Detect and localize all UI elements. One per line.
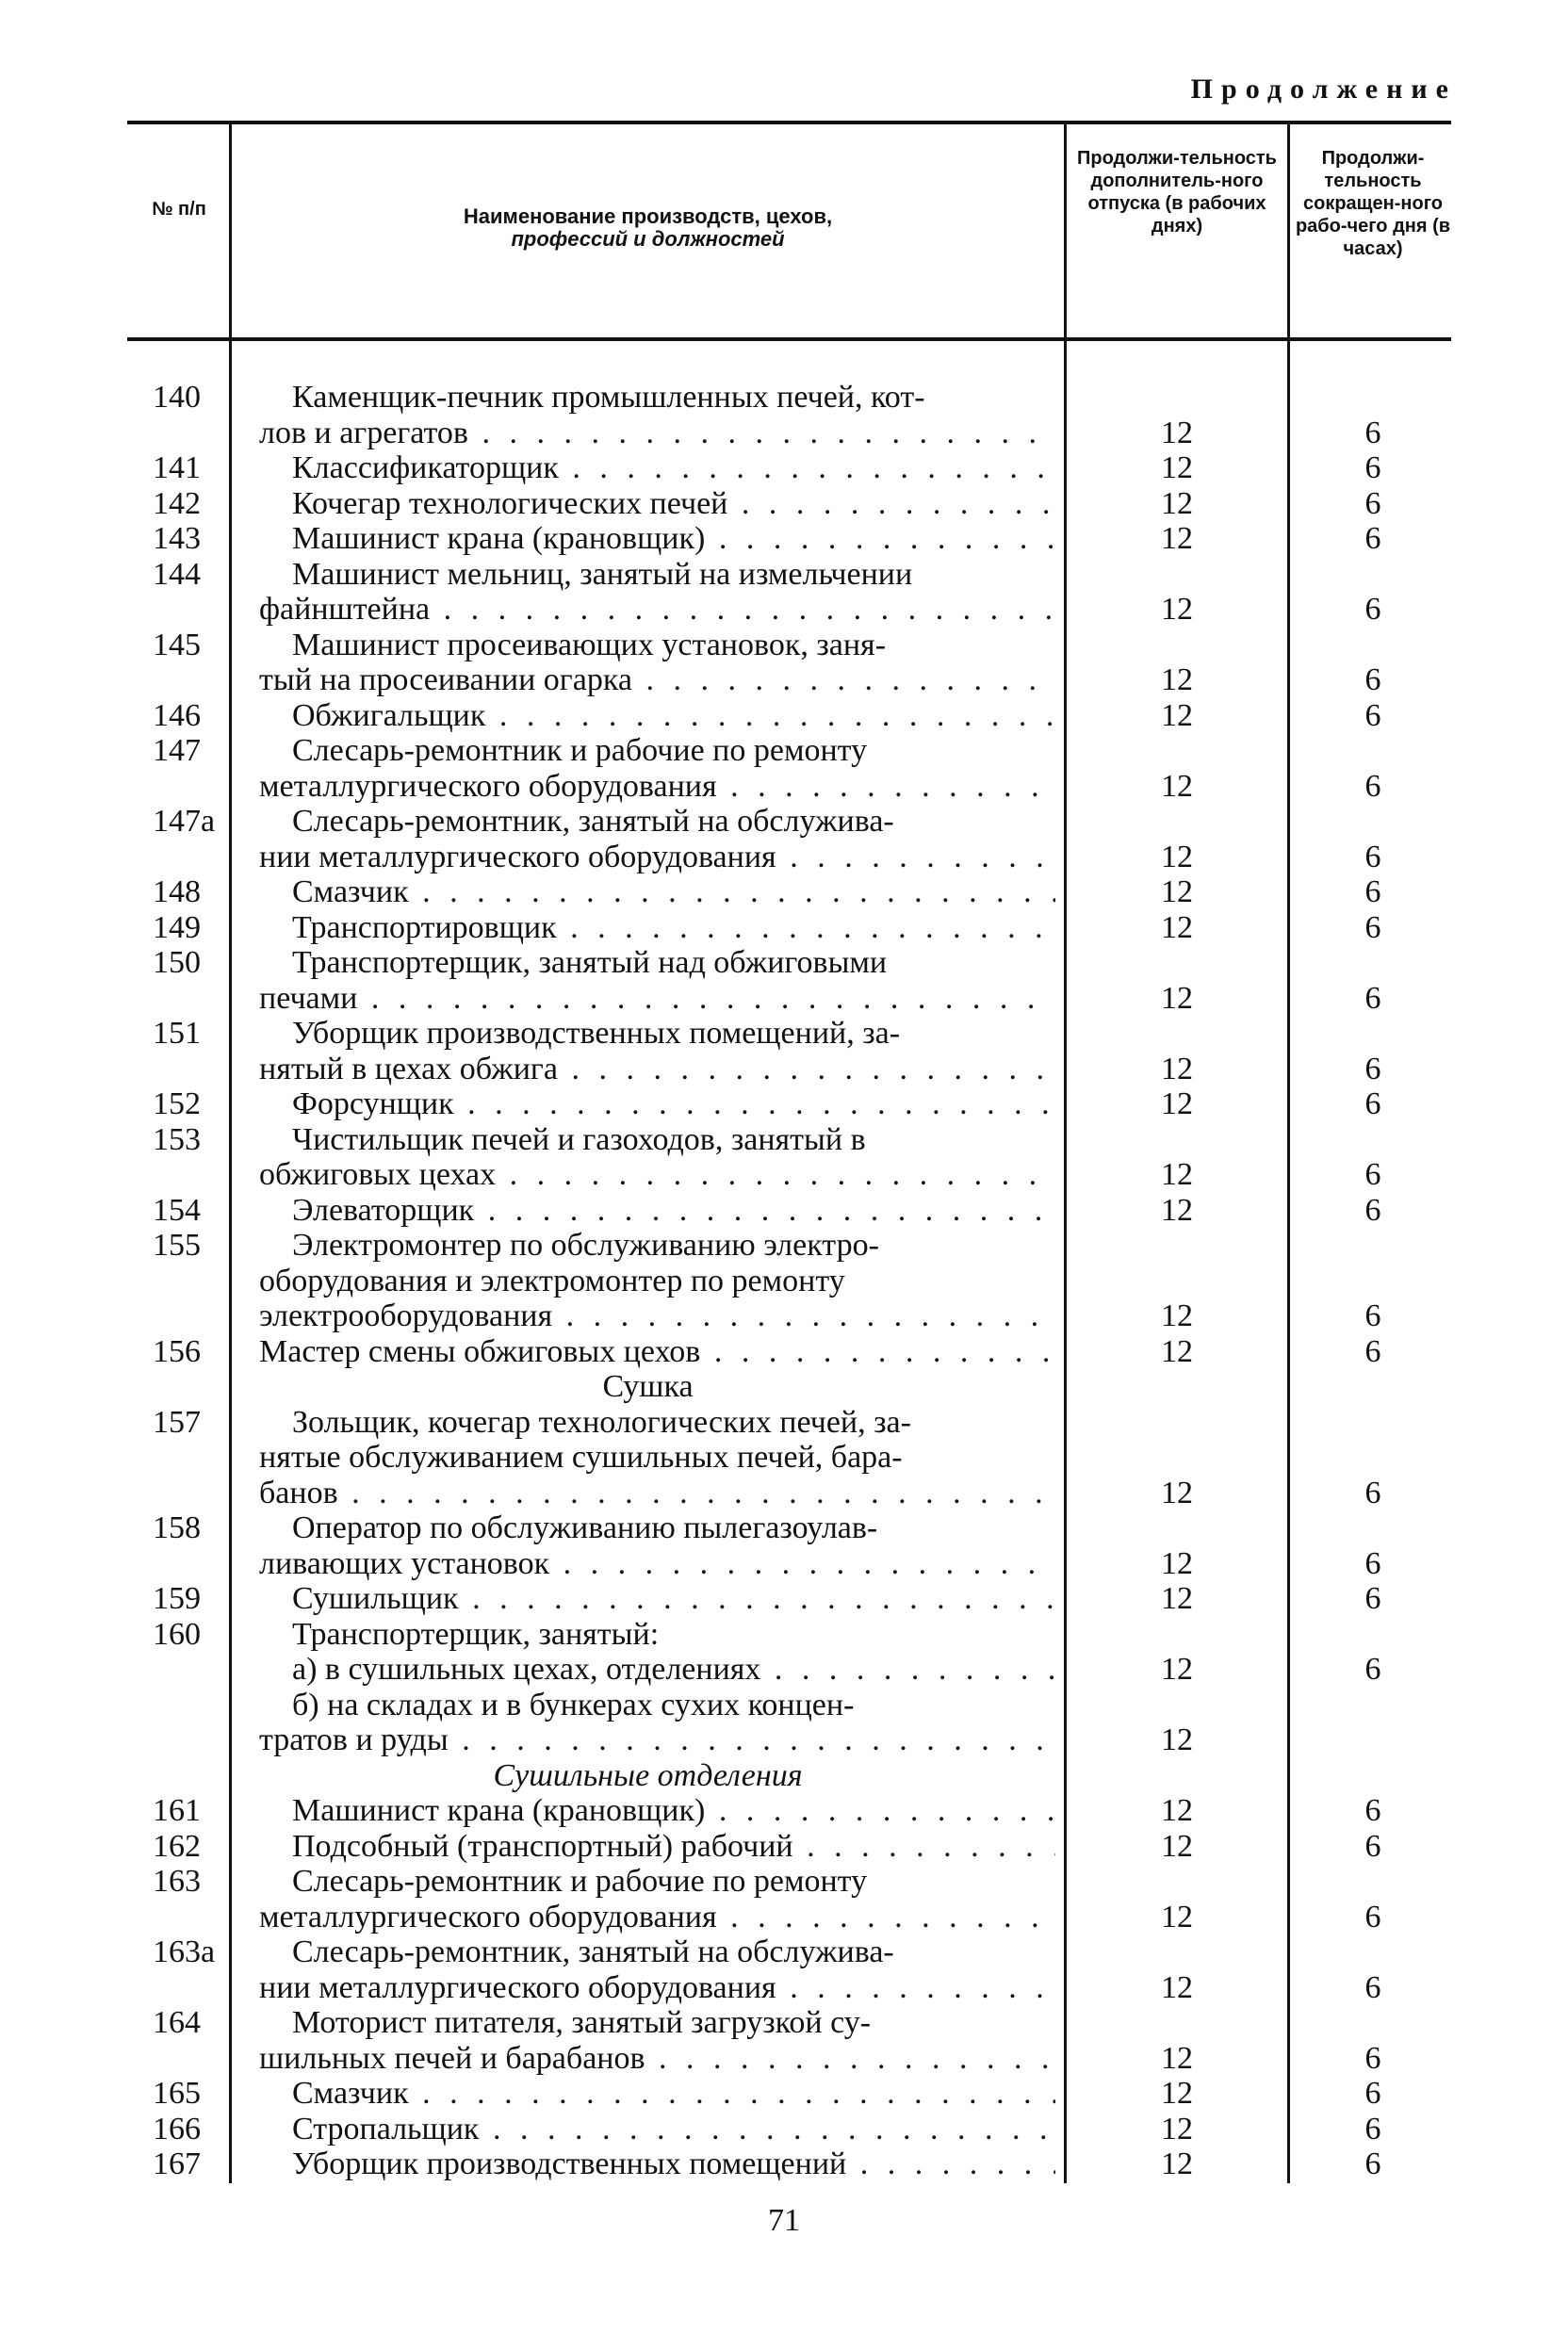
occupation-text: Моторист питателя, занятый загрузкой су- xyxy=(292,2005,872,2040)
table-line xyxy=(0,981,1568,1016)
table-line xyxy=(0,1510,1568,1545)
row-number: 166 xyxy=(153,2111,201,2146)
shortened-day-hours: 6 xyxy=(1364,1192,1381,1228)
shortened-day-hours: 6 xyxy=(1364,450,1381,485)
occupation-text: лов и агрегатов . . . xyxy=(259,416,1055,450)
occupation-text: банов . . . xyxy=(259,1476,1055,1510)
occupation-text: Слесарь-ремонтник, занятый на обслужива- xyxy=(292,1934,894,1969)
table-line xyxy=(0,1652,1568,1687)
row-number: 153 xyxy=(153,1121,201,1157)
row-number: 147 xyxy=(153,733,201,768)
extra-leave-days: 12 xyxy=(1161,592,1193,627)
extra-leave-days: 12 xyxy=(1161,1086,1193,1121)
table-line xyxy=(0,2146,1568,2181)
table-line xyxy=(0,733,1568,768)
row-number: 148 xyxy=(153,874,201,909)
table-line xyxy=(0,416,1568,450)
occupation-text: Машинист мельниц, занятый на измельчении xyxy=(292,556,913,592)
table-line xyxy=(0,910,1568,945)
occupation-text: Сушильщик . . . xyxy=(292,1581,1055,1616)
table-line xyxy=(0,1157,1568,1192)
table-line xyxy=(0,1934,1568,1969)
table-line xyxy=(0,840,1568,874)
shortened-day-hours: 6 xyxy=(1364,1828,1381,1864)
shortened-day-hours: 6 xyxy=(1364,521,1381,556)
table-line xyxy=(0,1722,1568,1757)
table-line xyxy=(0,804,1568,839)
occupation-text: Электромонтер по обслуживанию электро- xyxy=(292,1228,879,1263)
extra-leave-days: 12 xyxy=(1161,2076,1193,2111)
occupation-text: Зольщик, кочегар технологических печей, за- xyxy=(292,1404,911,1440)
table-line xyxy=(0,521,1568,556)
occupation-text: а) в сушильных цехах, отделениях . . . xyxy=(292,1652,1055,1687)
shortened-day-hours: 6 xyxy=(1364,1793,1381,1828)
page-number: 71 xyxy=(768,2203,800,2238)
shortened-day-hours: 6 xyxy=(1364,1298,1381,1333)
row-number: 141 xyxy=(153,450,201,485)
header-shortened-day: Продолжи-тельность сокращен-ного рабо-чего дня (в часах) xyxy=(1295,148,1451,259)
occupation-text: шильных печей и барабанов . . . xyxy=(259,2041,1055,2076)
table-line xyxy=(0,1864,1568,1899)
table-line xyxy=(0,1581,1568,1616)
shortened-day-hours: 6 xyxy=(1364,1086,1381,1121)
shortened-day-hours: 6 xyxy=(1364,1475,1381,1510)
occupation-text: файнштейна . . . xyxy=(259,592,1055,627)
table-line xyxy=(0,1476,1568,1510)
occupation-text: тратов и руды . . . xyxy=(259,1722,1055,1757)
occupation-text: оборудования и электромонтер по ремонту xyxy=(259,1263,845,1298)
shortened-day-hours: 6 xyxy=(1364,1051,1381,1086)
occupation-text: Машинист крана (крановщик) . . . xyxy=(292,521,1055,556)
table-line xyxy=(0,592,1568,627)
shortened-day-hours: 6 xyxy=(1364,1652,1381,1687)
occupation-text: металлургического оборудования . . . xyxy=(259,1900,1055,1934)
shortened-day-hours: 6 xyxy=(1364,697,1381,733)
extra-leave-days: 12 xyxy=(1161,1192,1193,1228)
table-line xyxy=(0,662,1568,697)
extra-leave-days: 12 xyxy=(1161,521,1193,556)
shortened-day-hours: 6 xyxy=(1364,909,1381,945)
table-line xyxy=(0,2076,1568,2111)
shortened-day-hours: 6 xyxy=(1364,1157,1381,1192)
occupation-text: Подсобный (транспортный) рабочий . . . xyxy=(292,1829,1055,1864)
shortened-day-hours: 6 xyxy=(1364,1581,1381,1616)
occupation-text: Транспортерщик, занятый над обжиговыми xyxy=(292,945,888,980)
row-number: 163а xyxy=(153,1934,216,1969)
extra-leave-days: 12 xyxy=(1161,1652,1193,1687)
occupation-text: Чистильщик печей и газоходов, занятый в xyxy=(292,1121,866,1157)
extra-leave-days: 12 xyxy=(1161,450,1193,485)
header-extra-leave: Продолжи-тельность дополнитель-ного отпуска (в рабочих днях) xyxy=(1077,148,1277,237)
extra-leave-days: 12 xyxy=(1161,909,1193,945)
row-number: 162 xyxy=(153,1828,201,1864)
occupation-text: Смазчик . . . xyxy=(292,2076,1055,2111)
occupation-text: нии металлургического оборудования . . . xyxy=(259,840,1055,874)
row-number: 140 xyxy=(153,380,201,415)
row-number: 161 xyxy=(153,1793,201,1828)
table-top-rule xyxy=(127,121,1451,124)
occupation-text: электрооборудования . . . xyxy=(259,1298,1055,1333)
table-line xyxy=(0,1298,1568,1333)
table-line xyxy=(0,1758,1568,1793)
table-line xyxy=(0,628,1568,662)
shortened-day-hours: 6 xyxy=(1364,2040,1381,2076)
table-line xyxy=(0,557,1568,592)
extra-leave-days: 12 xyxy=(1161,415,1193,450)
row-number: 156 xyxy=(153,1333,201,1369)
header-number: № п/п xyxy=(152,199,206,220)
row-number: 154 xyxy=(153,1192,201,1228)
shortened-day-hours: 6 xyxy=(1364,1545,1381,1581)
section-heading: Сушильные отделения xyxy=(493,1757,803,1793)
table-line xyxy=(0,2005,1568,2040)
table-line xyxy=(0,1086,1568,1121)
row-number: 143 xyxy=(153,521,201,556)
occupation-text: Уборщик производственных помещений . . . xyxy=(292,2146,1055,2181)
table-line xyxy=(0,1405,1568,1440)
occupation-text: печами . . . xyxy=(259,981,1055,1016)
table-line xyxy=(0,1546,1568,1581)
table-line xyxy=(0,945,1568,980)
table-line xyxy=(0,1440,1568,1475)
occupation-text: Смазчик . . . xyxy=(292,874,1055,909)
row-number: 149 xyxy=(153,909,201,945)
shortened-day-hours: 6 xyxy=(1364,2111,1381,2146)
row-number: 151 xyxy=(153,1016,201,1051)
shortened-day-hours: 6 xyxy=(1364,662,1381,697)
occupation-text: нии металлургического оборудования . . . xyxy=(259,1970,1055,2005)
shortened-day-hours: 6 xyxy=(1364,485,1381,521)
extra-leave-days: 12 xyxy=(1161,1722,1193,1757)
occupation-text: металлургического оборудования . . . xyxy=(259,769,1055,804)
extra-leave-days: 12 xyxy=(1161,1051,1193,1086)
table-line xyxy=(0,2041,1568,2076)
occupation-text: Классификаторщик . . . xyxy=(292,450,1055,485)
occupation-text: нятый в цехах обжига . . . xyxy=(259,1052,1055,1086)
row-number: 150 xyxy=(153,945,201,980)
row-number: 164 xyxy=(153,2005,201,2040)
table-line xyxy=(0,698,1568,733)
occupation-text: Машинист просеивающих установок, заня- xyxy=(292,627,887,662)
occupation-text: Каменщик-печник промышленных печей, кот- xyxy=(292,380,925,415)
extra-leave-days: 12 xyxy=(1161,1475,1193,1510)
extra-leave-days: 12 xyxy=(1161,1899,1193,1934)
row-number: 167 xyxy=(153,2146,201,2181)
header-name-line2: профессий и должностей xyxy=(511,227,785,251)
table-line xyxy=(0,769,1568,804)
table-line xyxy=(0,1122,1568,1157)
shortened-day-hours: 6 xyxy=(1364,874,1381,909)
shortened-day-hours: 6 xyxy=(1364,1333,1381,1369)
table-line xyxy=(0,1369,1568,1404)
row-number: 146 xyxy=(153,697,201,733)
row-number: 142 xyxy=(153,485,201,521)
table-line xyxy=(0,1193,1568,1228)
table-line xyxy=(0,380,1568,415)
occupation-text: Машинист крана (крановщик) . . . xyxy=(292,1793,1055,1828)
header-name-line1: Наименование производств, цехов, xyxy=(463,204,833,228)
extra-leave-days: 12 xyxy=(1161,768,1193,804)
occupation-text: обжиговых цехах . . . xyxy=(259,1157,1055,1192)
extra-leave-days: 12 xyxy=(1161,1333,1193,1369)
table-line xyxy=(0,1793,1568,1828)
shortened-day-hours: 6 xyxy=(1364,839,1381,874)
table-line xyxy=(0,1900,1568,1934)
row-number: 163 xyxy=(153,1864,201,1899)
extra-leave-days: 12 xyxy=(1161,839,1193,874)
table-line xyxy=(0,1264,1568,1298)
row-number: 165 xyxy=(153,2076,201,2111)
extra-leave-days: 12 xyxy=(1161,1828,1193,1864)
extra-leave-days: 12 xyxy=(1161,2111,1193,2146)
shortened-day-hours: 6 xyxy=(1364,980,1381,1016)
running-head: Продолжение xyxy=(1190,73,1457,105)
occupation-text: Транспортировщик . . . xyxy=(292,910,1055,945)
row-number: 155 xyxy=(153,1228,201,1263)
extra-leave-days: 12 xyxy=(1161,1157,1193,1192)
extra-leave-days: 12 xyxy=(1161,1581,1193,1616)
occupation-text: Транспортерщик, занятый: xyxy=(292,1616,660,1652)
shortened-day-hours: 6 xyxy=(1364,768,1381,804)
occupation-text: Элеваторщик . . . xyxy=(292,1193,1055,1228)
occupation-text: Оператор по обслуживанию пылегазоулав- xyxy=(292,1510,878,1545)
row-number: 145 xyxy=(153,627,201,662)
row-number: 144 xyxy=(153,556,201,592)
table-line xyxy=(0,1228,1568,1263)
occupation-text: Кочегар технологических печей . . . xyxy=(292,486,1055,521)
table-line xyxy=(0,1829,1568,1864)
row-number: 160 xyxy=(153,1616,201,1652)
occupation-text: Форсунщик . . . xyxy=(292,1086,1055,1121)
extra-leave-days: 12 xyxy=(1161,1969,1193,2005)
extra-leave-days: 12 xyxy=(1161,662,1193,697)
table-line xyxy=(0,1617,1568,1652)
row-number: 152 xyxy=(153,1086,201,1121)
table-line xyxy=(0,1334,1568,1369)
shortened-day-hours: 6 xyxy=(1364,1969,1381,2005)
occupation-text: тый на просеивании огарка . . . xyxy=(259,662,1055,697)
table-line xyxy=(0,1688,1568,1722)
occupation-text: нятые обслуживанием сушильных печей, бара- xyxy=(259,1440,903,1475)
table-line xyxy=(0,1052,1568,1086)
extra-leave-days: 12 xyxy=(1161,485,1193,521)
occupation-text: Слесарь-ремонтник и рабочие по ремонту xyxy=(292,1864,868,1899)
extra-leave-days: 12 xyxy=(1161,980,1193,1016)
extra-leave-days: 12 xyxy=(1161,1545,1193,1581)
table-line xyxy=(0,1970,1568,2005)
table-line xyxy=(0,874,1568,909)
shortened-day-hours: 6 xyxy=(1364,592,1381,627)
table-line xyxy=(0,486,1568,521)
extra-leave-days: 12 xyxy=(1161,2040,1193,2076)
header-bottom-rule xyxy=(127,337,1451,341)
occupation-text: Слесарь-ремонтник, занятый на обслужива- xyxy=(292,804,894,839)
section-heading: Сушка xyxy=(602,1369,694,1404)
table-line xyxy=(0,450,1568,485)
occupation-text: Слесарь-ремонтник и рабочие по ремонту xyxy=(292,733,868,768)
shortened-day-hours: 6 xyxy=(1364,415,1381,450)
occupation-text: Мастер смены обжиговых цехов . . . xyxy=(259,1334,1055,1369)
extra-leave-days: 12 xyxy=(1161,1793,1193,1828)
occupation-text: Обжигальщик . . . xyxy=(292,698,1055,733)
occupation-text: б) на складах и в бункерах сухих концен- xyxy=(292,1687,855,1722)
table-line xyxy=(0,2112,1568,2146)
extra-leave-days: 12 xyxy=(1161,1298,1193,1333)
shortened-day-hours: 6 xyxy=(1364,2146,1381,2181)
row-number: 147а xyxy=(153,804,216,839)
header-name xyxy=(236,205,1060,251)
row-number: 159 xyxy=(153,1581,201,1616)
shortened-day-hours: 6 xyxy=(1364,1899,1381,1934)
row-number: 158 xyxy=(153,1510,201,1545)
shortened-day-hours: 6 xyxy=(1364,2076,1381,2111)
extra-leave-days: 12 xyxy=(1161,2146,1193,2181)
extra-leave-days: 12 xyxy=(1161,874,1193,909)
table-line xyxy=(0,1016,1568,1051)
occupation-text: Уборщик производственных помещений, за- xyxy=(292,1016,901,1051)
occupation-text: Стропальщик . . . xyxy=(292,2112,1055,2146)
occupation-text: ливающих установок . . . xyxy=(259,1546,1055,1581)
row-number: 157 xyxy=(153,1404,201,1440)
extra-leave-days: 12 xyxy=(1161,697,1193,733)
